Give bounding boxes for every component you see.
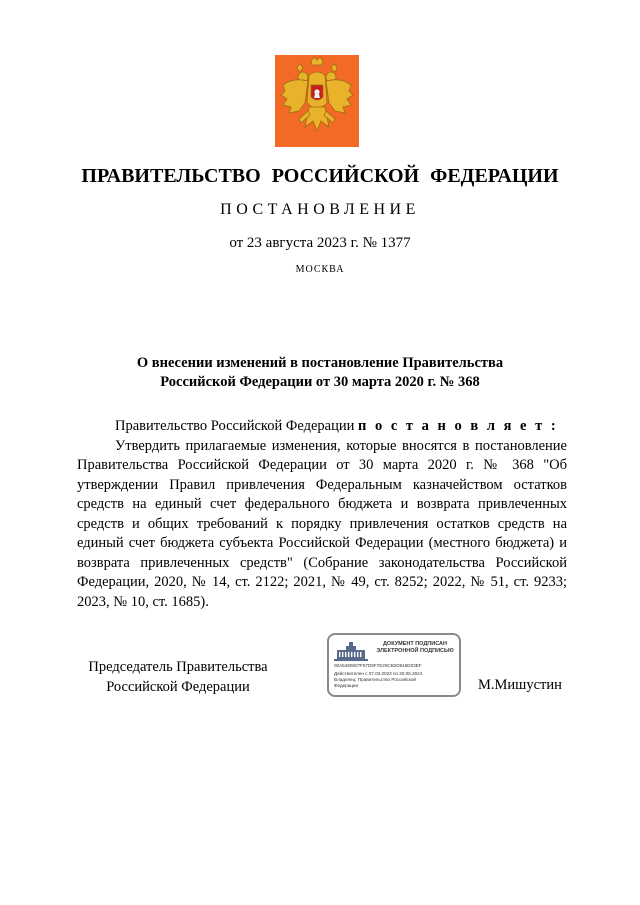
stamp-title — [371, 641, 459, 655]
coat-of-arms-icon — [275, 55, 359, 147]
intro-paragraph — [77, 417, 567, 437]
document-date-number: от 23 августа 2023 г. № 1377 — [229, 235, 411, 251]
intro-text: Правительство Российской Федерации — [115, 418, 358, 434]
stamp-owner-line-1: Владелец: Правительство Российской — [334, 677, 416, 682]
stamp-title-line-1: ДОКУМЕНТ ПОДПИСАН — [383, 641, 447, 647]
subject-line-2: Российской Федерации от 30 марта 2020 г. № 368 — [160, 374, 480, 390]
decree-word: п о с т а н о в л я е т : — [357, 418, 559, 434]
position-line-1: Председатель Правительства — [88, 659, 268, 675]
stamp-validity: Действителен с 07.03.2023 по 30.05.2024 — [334, 671, 423, 676]
government-title: ПРАВИТЕЛЬСТВО РОССИЙСКОЙ ФЕДЕРАЦИИ — [81, 165, 559, 187]
document-subject — [0, 354, 640, 392]
electronic-signature-stamp — [327, 633, 461, 697]
position-line-2: Российской Федерации — [106, 678, 250, 695]
main-paragraph: Утвердить прилагаемые изменения, которые вносятся в постановление Правительства Российской Федерации от 30 марта 2020 г. № 368 "Об утверждении Правил привлечения Федеральным казначейством остатков средств на единый счет федерального бюджета и возврата привлеченных средств и общих требований к порядку привлечения остатков средств на единый счет бюджета субъекта Российской Федерации (местного бюджета) и возврата привлеченных средств" (Собрание законодательства Российской Федерации, 2020, № 14, ст. 2122; 2021, № 49, ст. 8252; 2022, № 51, ст. 9233; 2023, № 10, ст. 1685). — [77, 437, 567, 610]
document-city: МОСКВА — [295, 264, 345, 275]
signatory-position — [78, 658, 278, 697]
document-type: ПОСТАНОВЛЕНИЕ — [220, 201, 420, 218]
government-building-icon — [334, 641, 368, 661]
subject-line-1: О внесении изменений в постановление Правительства — [136, 355, 504, 371]
stamp-owner-line-2: Федерации — [334, 683, 359, 688]
stamp-title-line-2: ЭЛЕКТРОННОЙ ПОДПИСЬЮ — [376, 648, 454, 654]
stamp-certificate: 00A5490807F67D9F7E29CB2D916D03EF — [334, 663, 422, 668]
document-body — [77, 417, 567, 612]
signatory-name: М.Мишустин — [478, 677, 562, 693]
